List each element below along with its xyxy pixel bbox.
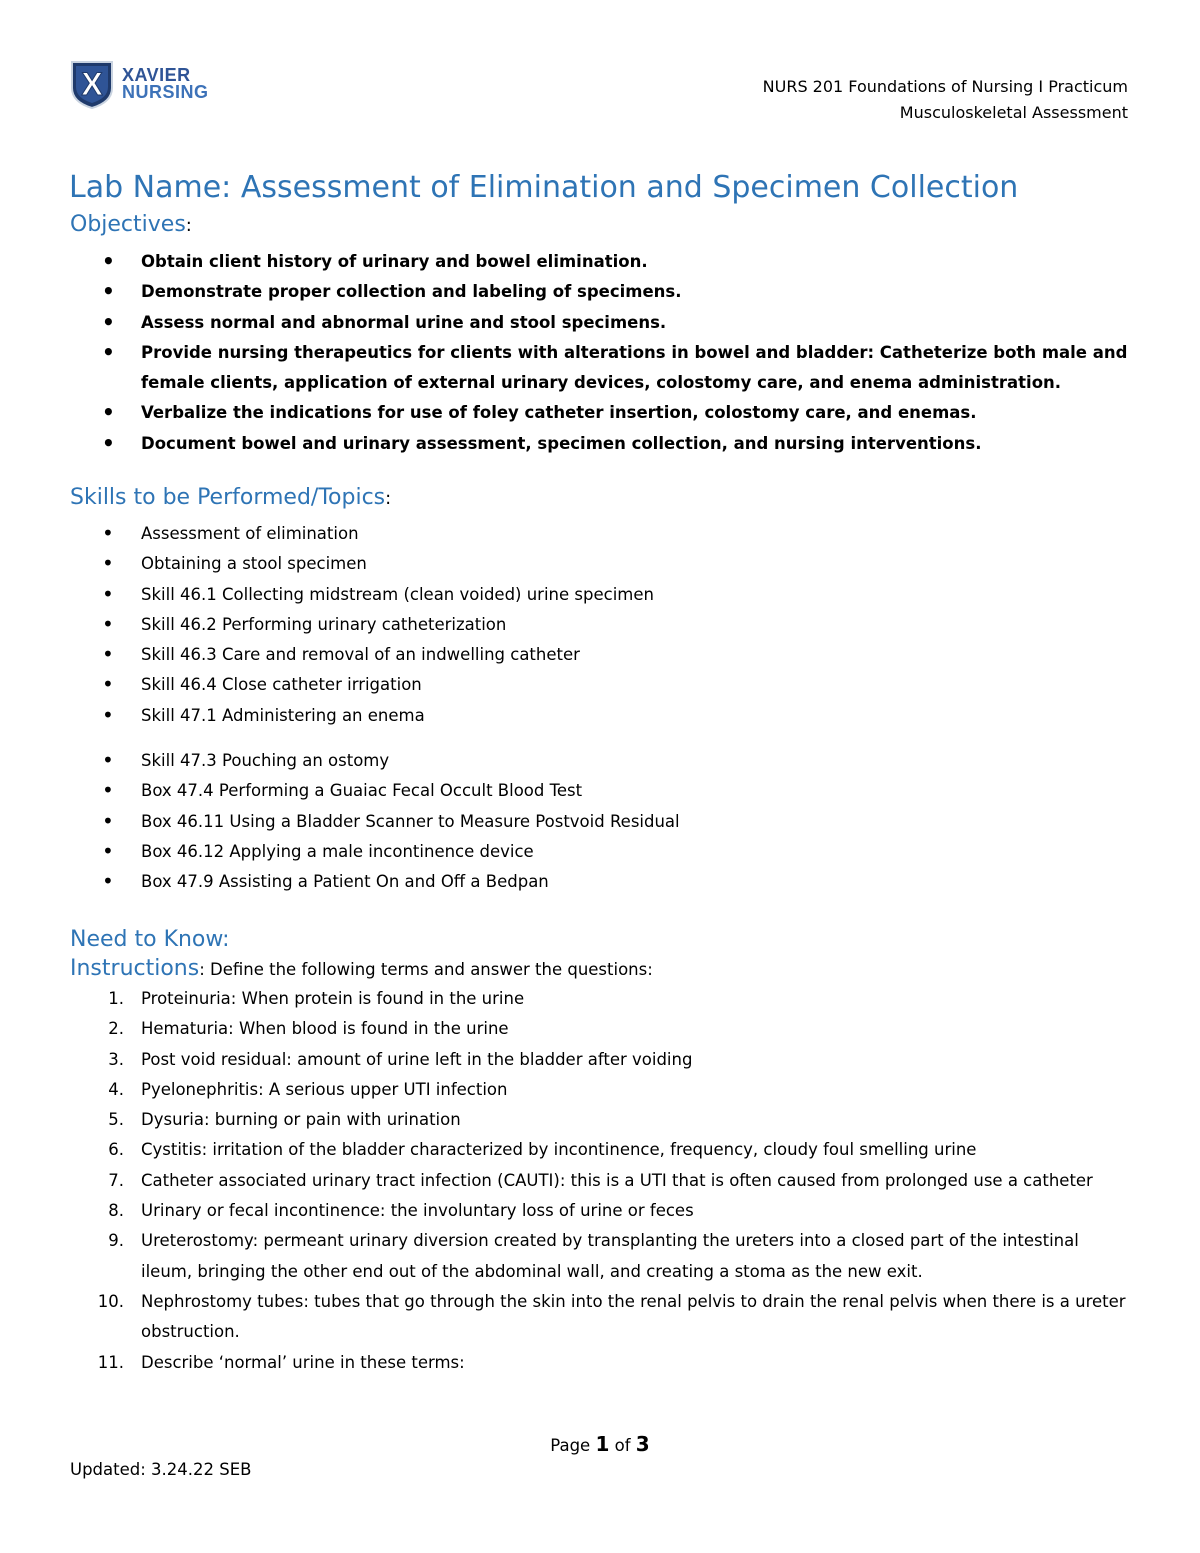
item-number: 7.: [108, 1170, 124, 1190]
item-text: Describe ‘normal’ urine in these terms:: [141, 1352, 465, 1372]
list-item: • Skill 46.3 Care and removal of an indwelling catheter: [0, 640, 1130, 670]
list-item: • Demonstrate proper collection and labeling of specimens.: [0, 277, 1130, 307]
list-item: • Box 47.9 Assisting a Patient On and Off a Bedpan: [0, 867, 1130, 897]
page-header: [763, 74, 1128, 126]
need-to-know-heading-text: Need to Know:: [70, 927, 230, 952]
xavier-shield-icon: [68, 58, 116, 110]
list-item: • Provide nursing therapeutics for clients with alterations in bowel and bladder: Catheterize both male and female clients, application of external urinary devices, colostomy care, and enema administration.: [0, 338, 1130, 399]
list-item: • Obtaining a stool specimen: [0, 549, 1130, 579]
list-item: [0, 1045, 1130, 1075]
item-number: 1.: [108, 989, 124, 1008]
page-current: 1: [595, 1432, 610, 1456]
item-text: Hematuria: When blood is found in the urine: [141, 1019, 509, 1039]
list-item: • Box 46.11 Using a Bladder Scanner to Measure Postvoid Residual: [0, 807, 1130, 837]
skills-heading-text: Skills to be Performed/Topics: [70, 485, 386, 510]
list-item: [0, 1166, 1130, 1196]
instructions-label: Instructions: [70, 956, 200, 981]
of-word: of: [614, 1436, 631, 1455]
item-text: Ureterostomy: permeant urinary diversion created by transplanting the ureters into a closed part of the intestinal ileum, bringing the other end out of the abdominal wall, and creating a stoma as the new exit.: [141, 1231, 1079, 1281]
skills-list-1: [0, 519, 1130, 731]
list-item: [0, 1014, 1130, 1044]
objectives-heading: [70, 212, 192, 237]
updated-note: Updated: 3.24.22 SEB: [70, 1460, 252, 1479]
page-word: Page: [550, 1436, 591, 1455]
item-text: Pyelonephritis: A serious upper UTI infection: [141, 1079, 508, 1099]
objectives-list: [0, 247, 1130, 459]
list-item: [0, 1287, 1130, 1348]
item-number: 3.: [108, 1049, 124, 1069]
page-total: 3: [635, 1432, 650, 1456]
item-text: Proteinuria: When protein is found in the urine: [141, 989, 525, 1008]
item-text: Urinary or fecal incontinence: the involuntary loss of urine or feces: [141, 1201, 694, 1221]
item-number: 11.: [97, 1352, 124, 1372]
page-number: [0, 1432, 1200, 1456]
header-subtitle: Musculoskeletal Assessment: [899, 103, 1128, 122]
item-number: 9.: [108, 1231, 124, 1251]
list-item: [0, 1226, 1130, 1287]
item-number: 6.: [108, 1140, 124, 1160]
skills-colon: :: [385, 488, 392, 509]
objectives-heading-text: Objectives: [70, 212, 186, 237]
instructions-text: : Define the following terms and answer the questions:: [199, 960, 653, 979]
list-item: [0, 1196, 1130, 1226]
logo-line-1: XAVIER: [122, 65, 191, 85]
objectives-colon: :: [185, 215, 192, 236]
logo-line-2: NURSING: [122, 82, 209, 102]
lab-title: Lab Name: Assessment of Elimination and Specimen Collection: [69, 170, 1019, 205]
item-number: 5.: [108, 1110, 124, 1130]
list-item: • Box 46.12 Applying a male incontinence device: [0, 837, 1130, 867]
list-item: • Skill 46.4 Close catheter irrigation: [0, 670, 1130, 700]
list-item: • Skill 47.1 Administering an enema: [0, 701, 1130, 731]
list-item: • Skill 46.1 Collecting midstream (clean voided) urine specimen: [0, 580, 1130, 610]
item-number: 2.: [108, 1019, 124, 1039]
list-item: [0, 1135, 1130, 1165]
item-text: Nephrostomy tubes: tubes that go through the skin into the renal pelvis to drain the renal pelvis when there is a ureter obstruction.: [141, 1291, 1126, 1342]
list-item: [0, 1075, 1130, 1105]
list-item: • Box 47.4 Performing a Guaiac Fecal Occult Blood Test: [0, 776, 1130, 806]
instructions-line: [70, 956, 653, 981]
item-text: Catheter associated urinary tract infection (CAUTI): this is a UTI that is often caused from prolonged use a catheter: [141, 1170, 1093, 1190]
item-number: 8.: [108, 1201, 124, 1221]
logo-emblem-letter: X: [81, 66, 103, 102]
list-item: • Verbalize the indications for use of foley catheter insertion, colostomy care, and enemas.: [0, 398, 1130, 428]
list-item: • Assess normal and abnormal urine and stool specimens.: [0, 308, 1130, 338]
list-item: [0, 1348, 1130, 1378]
list-item: [0, 984, 1130, 1014]
item-number: 10.: [97, 1291, 124, 1311]
item-number: 4.: [108, 1079, 124, 1099]
skills-heading: [70, 485, 391, 510]
item-text: Post void residual: amount of urine left in the bladder after voiding: [141, 1049, 693, 1069]
item-text: Dysuria: burning or pain with urination: [141, 1110, 461, 1130]
terms-list: [0, 984, 1130, 1378]
need-to-know-heading: [70, 927, 230, 952]
xavier-nursing-logo: [68, 58, 209, 110]
list-item: • Document bowel and urinary assessment, specimen collection, and nursing interventions.: [0, 429, 1130, 459]
list-item: • Assessment of elimination: [0, 519, 1130, 549]
list-item: • Skill 46.2 Performing urinary catheterization: [0, 610, 1130, 640]
skills-list-2: [0, 746, 1130, 897]
course-title: NURS 201 Foundations of Nursing I Practicum: [762, 77, 1128, 96]
list-item: • Obtain client history of urinary and bowel elimination.: [0, 247, 1130, 277]
item-text: Cystitis: irritation of the bladder characterized by incontinence, frequency, cloudy foul smelling urine: [141, 1140, 977, 1160]
list-item: [0, 1105, 1130, 1135]
list-item: • Skill 47.3 Pouching an ostomy: [0, 746, 1130, 776]
